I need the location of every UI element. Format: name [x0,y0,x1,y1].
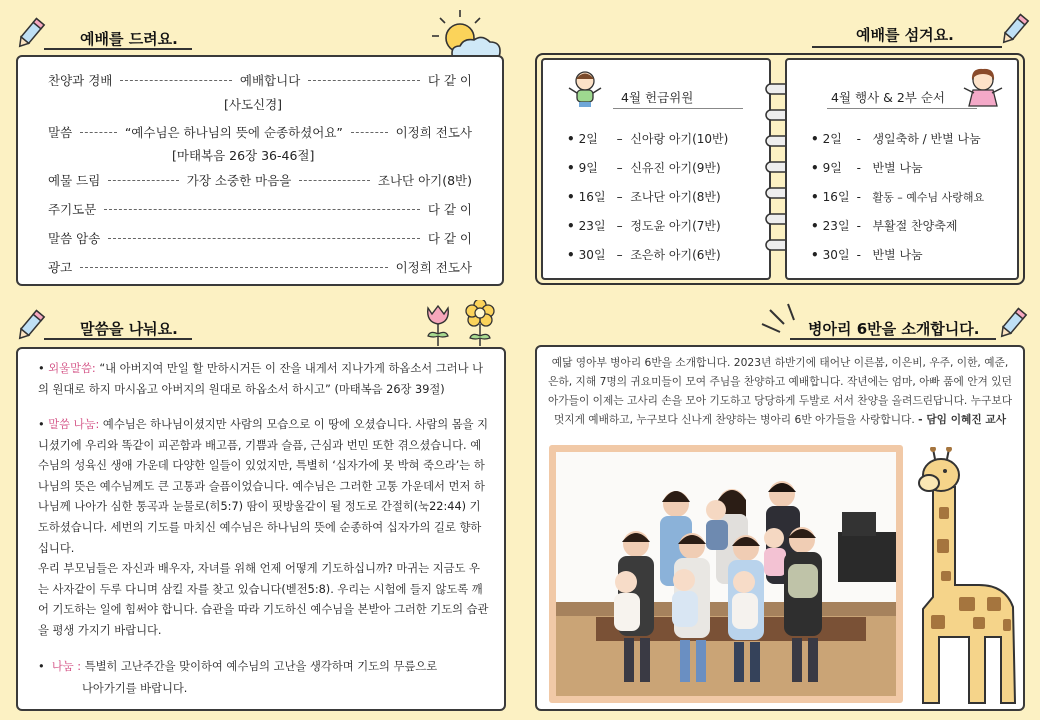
talk-label: 나눔 : [51,660,82,673]
class-box [535,345,1025,711]
order-label: 예물 드림 [48,173,101,188]
event-date: 2일 [822,132,842,146]
order-person: 이정희 전도사 [395,125,473,140]
service-section-title: 예배를 섬겨요. [856,26,954,44]
events-page: 4월 행사 & 2부 순서 • 2일 - 생일축하 / 반별 나눔 • 9일 - 반별 나눔 • 16일 - 활동 – 예수님 사랑해요 • 23일 - 부활절 찬양축제 • 30일 - 반별 나눔 [785,58,1019,280]
offering-date: 9일 [578,161,598,175]
order-person: 이정희 전도사 [395,260,472,275]
offering-date: 30일 [578,248,606,262]
event-date: 16일 [822,190,850,204]
offering-name: 조나단 아기(8반) [630,190,721,204]
event-text: 활동 – 예수님 사랑해요 [872,191,985,204]
class-section-title: 병아리 6반을 소개합니다. [808,320,980,338]
teacher-signature: - 담임 이혜진 교사 [918,413,1007,426]
girl-icon [961,66,1005,110]
sparkle-lines-icon [758,300,808,340]
offering-name: 신유진 아기(9반) [630,161,721,175]
offering-date: 2일 [578,132,598,146]
class-intro-text: 예닮 영아부 병아리 6반을 소개합니다. 2023년 하반기에 태어난 이른봄, 이은비, 우주, 이한, 예준, 은하, 지해 7명의 귀요미들이 모여 주님을 찬양하고 예배합니다. 작년에는 엄마, 아빠 품에 안겨 있던 아가들이 이제는 고사리 손을 모아 기도하고 당당하게 두발로 서서 찬양을 올려드린답니다. 누구보다 멋지게 예배하고, 누구보다 신나게 찬양하는 병아리 6반 아가들을 사랑합니다. [547,356,1013,426]
order-person: 다 같 이 [427,202,472,217]
pencil-icon [12,16,48,52]
sermon-share: • 말씀 나눔: 예수님은 하나님이셨지만 사람의 모습으로 이 땅에 오셨습니다. 사람의 몸을 지니셨기에 우리와 똑같이 피곤함과 배고픔, 기쁨과 슬픔, 근심과 번민 또한 겪으셨습니다. 예수님의 성육신 생애 가운데 다양한 일들이 있었지만, 특별히 ‘십자가에 못 박혀 죽으라’는 하나님의 뜻은 예수님께도 큰 고통과 슬픔이었습니다. 예수님은 그러한 고통 가운데서 먼저 하나님께 나아가 심한 통곡과 눈물로(히5:7) 땀이 핏방울같이 될 정도로 간절히(눅22:44) 기도하셨습니다. 세번의 기도를 마치신 예수님은 하나님의 뜻에 순종하여 십자가의 길로 향하십니다. [38,418,489,555]
sermon-talk: • 나눔 : 특별히 고난주간을 맞이하여 예수님의 고난을 생각하며 기도의 무릎으로 [38,660,438,673]
sermon-share-2: 우리 부모님들은 자신과 배우자, 자녀를 위해 언제 어떻게 기도하십니까? 마귀는 지금도 우는 사자같이 두루 다니며 삼킬 자를 찾고 있습니다(벧전5:8). 우리는 시험에 들지 않도록 깨어 기도하는 일에 힘써야 합니다. 습관을 따라 기도하신 예수님을 본받아 그러한 기도의 습관을 평생 가지기 바랍니다. [38,562,489,637]
share-text: 예수님은 하나님이셨지만 사람의 모습으로 이 땅에 오셨습니다. 사람의 몸을 지니셨기에 우리와 똑같이 피곤함과 배고픔, 기쁨과 슬픔, 근심과 번민 또한 겪으셨습니다. 예수님의 성육신 생애 가운데 다양한 일들이 있었지만, 특별히 ‘십자가에 못 박혀 죽으라’는 하나님의 뜻은 예수님께도 큰 고통과 슬픔이었습니다. 예수님은 그러한 고통 가운데서 먼저 하나님께 나아가 심한 통곡과 눈물로(히5:7) 땀이 핏방울같이 될 정도로 간절히(눅22:44) 기도하셨습니다. 세번의 기도를 마치신 예수님은 하나님의 뜻에 순종하여 십자가의 길로 향하십니다. [38,418,489,555]
order-sub: [사도신경] [224,97,283,112]
order-label: 찬양과 경배 [48,73,113,88]
offering-date: 23일 [578,219,606,233]
event-text: 부활절 찬양축제 [872,219,958,233]
offering-name: 조은하 아기(6반) [630,248,721,262]
memory-verse: • 외울말씀: “내 아버지여 만일 할 만하시거든 이 잔을 내게서 지나가게 하옵소서 그러나 나의 원대로 하지 마시옵고 아버지의 원대로 하옵소서 하시고” (마태복음 26장 39절) [38,362,483,396]
class-intro [545,353,1015,429]
event-date: 30일 [822,248,850,262]
class-photo [549,445,903,703]
verse-text: “내 아버지여 만일 할 만하시거든 이 잔을 내게서 지나가게 하옵소서 그러나 나의 원대로 하지 마시옵고 아버지의 원대로 하옵소서 하시고” (마태복음 26장 39절) [38,362,483,396]
offering-name: 정도윤 아기(7반) [630,219,721,233]
talk-text: 특별히 고난주간을 맞이하여 예수님의 고난을 생각하며 기도의 무릎으로 [84,660,438,673]
class-group-photo [556,452,896,696]
child-icon [565,68,605,108]
offering-page: 4월 헌금위원 • 2일 – 신아랑 아기(10반) • 9일 – 신유진 아기(9반) • 16일 – 조나단 아기(8반) • 23일 – 정도윤 아기(7반) • 30일 – 조은하 아기(6반) [541,58,771,280]
event-text: 반별 나눔 [872,248,923,262]
event-text: 반별 나눔 [872,161,923,175]
share-label: 말씀 나눔: [48,418,100,431]
worship-order-box [16,55,504,286]
order-content: 예배합니다 [239,73,301,88]
pencil-icon [996,12,1032,48]
offering-name: 신아랑 아기(10반) [630,132,729,146]
order-content: 가장 소중한 마음을 [186,173,292,188]
pencil-icon [994,306,1030,342]
events-title: 4월 행사 & 2부 순서 [831,90,945,105]
order-label: 주기도문 [48,202,97,217]
sermon-talk-2: 나아가기를 바랍니다. [82,682,188,695]
order-content: “예수님은 하나님의 뜻에 순종하셨어요” [124,125,343,140]
order-label: 말씀 [48,125,73,140]
order-sub: [마태복음 26장 36-46절] [172,148,315,163]
order-label: 광고 [48,260,73,275]
order-person: 조나단 아기(8반) [377,173,473,188]
order-person: 다 같 이 [427,231,472,246]
word-section-title: 말씀을 나눠요. [80,320,178,338]
order-person: 다 같 이 [427,73,472,88]
offering-date: 16일 [578,190,606,204]
sermon-box [16,347,506,711]
event-date: 9일 [822,161,842,175]
flowers-icon [418,300,504,348]
pencil-icon [12,308,48,344]
offering-title: 4월 헌금위원 [621,90,694,105]
giraffe-icon [909,447,1019,709]
event-text: 생일축하 / 반별 나눔 [872,132,981,146]
event-date: 23일 [822,219,850,233]
worship-section-title: 예배를 드려요. [80,30,178,48]
verse-label: 외울말씀: [48,362,96,375]
order-label: 말씀 암송 [48,231,101,246]
